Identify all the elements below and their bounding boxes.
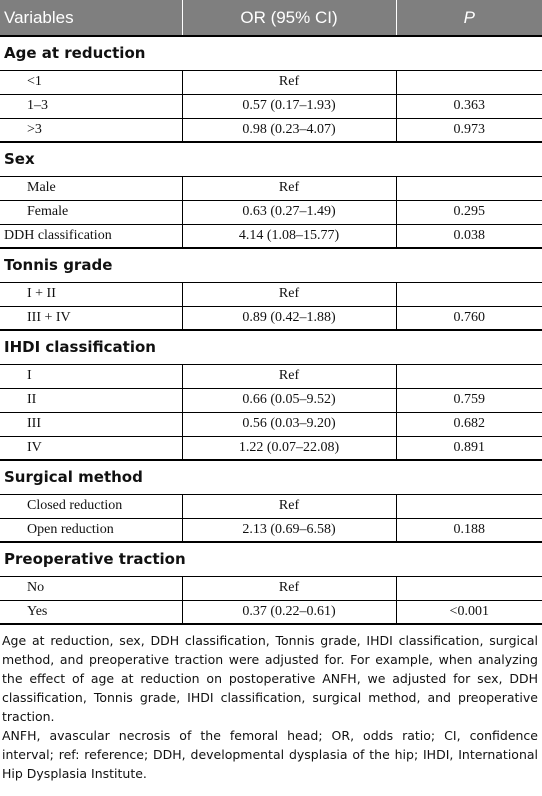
table-row bbox=[0, 282, 542, 306]
row-p-value bbox=[396, 494, 542, 518]
row-or-ci: 0.66 (0.05–9.52) bbox=[182, 388, 396, 412]
section-title: Sex bbox=[0, 142, 542, 176]
row-p-value: 0.973 bbox=[396, 118, 542, 142]
row-p-value: 0.759 bbox=[396, 388, 542, 412]
row-or-ci: 0.56 (0.03–9.20) bbox=[182, 412, 396, 436]
row-or-ci: 1.22 (0.07–22.08) bbox=[182, 436, 396, 460]
row-or-ci: 0.89 (0.42–1.88) bbox=[182, 306, 396, 330]
table-row bbox=[0, 364, 542, 388]
table-row bbox=[0, 436, 542, 460]
row-label: Yes bbox=[0, 600, 182, 624]
section-header-row bbox=[0, 36, 542, 70]
row-label: Open reduction bbox=[0, 518, 182, 542]
row-p-value: 0.038 bbox=[396, 224, 542, 248]
section-title: IHDI classification bbox=[0, 330, 542, 364]
row-or-ci: Ref bbox=[182, 364, 396, 388]
row-label: II bbox=[0, 388, 182, 412]
row-label: <1 bbox=[0, 70, 182, 94]
row-label: I bbox=[0, 364, 182, 388]
section-header-row bbox=[0, 542, 542, 576]
row-p-value bbox=[396, 364, 542, 388]
row-label: No bbox=[0, 576, 182, 600]
row-or-ci: 0.37 (0.22–0.61) bbox=[182, 600, 396, 624]
row-label: III + IV bbox=[0, 306, 182, 330]
table-body bbox=[0, 36, 542, 624]
table-row bbox=[0, 224, 542, 248]
row-or-ci: 2.13 (0.69–6.58) bbox=[182, 518, 396, 542]
row-or-ci: 0.63 (0.27–1.49) bbox=[182, 200, 396, 224]
row-p-value: 0.891 bbox=[396, 436, 542, 460]
row-or-ci: Ref bbox=[182, 494, 396, 518]
section-header-row bbox=[0, 460, 542, 494]
row-p-value: 0.363 bbox=[396, 94, 542, 118]
section-header-row bbox=[0, 142, 542, 176]
row-or-ci: Ref bbox=[182, 576, 396, 600]
row-p-value bbox=[396, 70, 542, 94]
row-or-ci: 4.14 (1.08–15.77) bbox=[182, 224, 396, 248]
row-p-value bbox=[396, 576, 542, 600]
row-label: DDH classification bbox=[0, 224, 182, 248]
row-p-value bbox=[396, 282, 542, 306]
table-row bbox=[0, 306, 542, 330]
row-label: 1–3 bbox=[0, 94, 182, 118]
row-p-value: 0.295 bbox=[396, 200, 542, 224]
table-row bbox=[0, 576, 542, 600]
row-label: Female bbox=[0, 200, 182, 224]
header-variables: Variables bbox=[0, 0, 182, 36]
header-or-ci: OR (95% CI) bbox=[182, 0, 396, 36]
table-row bbox=[0, 518, 542, 542]
table-row bbox=[0, 176, 542, 200]
row-label: III bbox=[0, 412, 182, 436]
table-row bbox=[0, 494, 542, 518]
row-p-value bbox=[396, 176, 542, 200]
row-p-value: 0.682 bbox=[396, 412, 542, 436]
header-p-value: P bbox=[396, 0, 542, 36]
section-title: Tonnis grade bbox=[0, 248, 542, 282]
section-title: Preoperative traction bbox=[0, 542, 542, 576]
table-row bbox=[0, 70, 542, 94]
table-row bbox=[0, 412, 542, 436]
table-row bbox=[0, 118, 542, 142]
section-title: Age at reduction bbox=[0, 36, 542, 70]
row-or-ci: 0.98 (0.23–4.07) bbox=[182, 118, 396, 142]
row-or-ci: Ref bbox=[182, 176, 396, 200]
row-label: I + II bbox=[0, 282, 182, 306]
row-p-value: <0.001 bbox=[396, 600, 542, 624]
section-header-row bbox=[0, 330, 542, 364]
table-footnotes bbox=[2, 631, 538, 783]
table-row bbox=[0, 200, 542, 224]
table-header-row bbox=[0, 0, 542, 36]
row-label: Male bbox=[0, 176, 182, 200]
footnote-abbreviations: ANFH, avascular necrosis of the femoral head; OR, odds ratio; CI, confidence interval; ref: reference; DDH, developmental dysplasia of the hip; IHDI, International Hip Dysplasia Institute. bbox=[2, 728, 538, 781]
row-or-ci: 0.57 (0.17–1.93) bbox=[182, 94, 396, 118]
table-row bbox=[0, 94, 542, 118]
table-row bbox=[0, 388, 542, 412]
section-title: Surgical method bbox=[0, 460, 542, 494]
row-or-ci: Ref bbox=[182, 282, 396, 306]
footnote-adjustment: Age at reduction, sex, DDH classification, Tonnis grade, IHDI classification, surgical method, and preoperative traction were adjusted for. For example, when analyzing the effect of age at reduction on postoperative ANFH, we adjusted for sex, DDH classification, Tonnis grade, IHDI classification, surgical method, and preoperative traction. bbox=[2, 633, 538, 724]
table-row bbox=[0, 600, 542, 624]
row-or-ci: Ref bbox=[182, 70, 396, 94]
row-p-value: 0.188 bbox=[396, 518, 542, 542]
row-label: >3 bbox=[0, 118, 182, 142]
section-header-row bbox=[0, 248, 542, 282]
row-p-value: 0.760 bbox=[396, 306, 542, 330]
row-label: IV bbox=[0, 436, 182, 460]
row-label: Closed reduction bbox=[0, 494, 182, 518]
